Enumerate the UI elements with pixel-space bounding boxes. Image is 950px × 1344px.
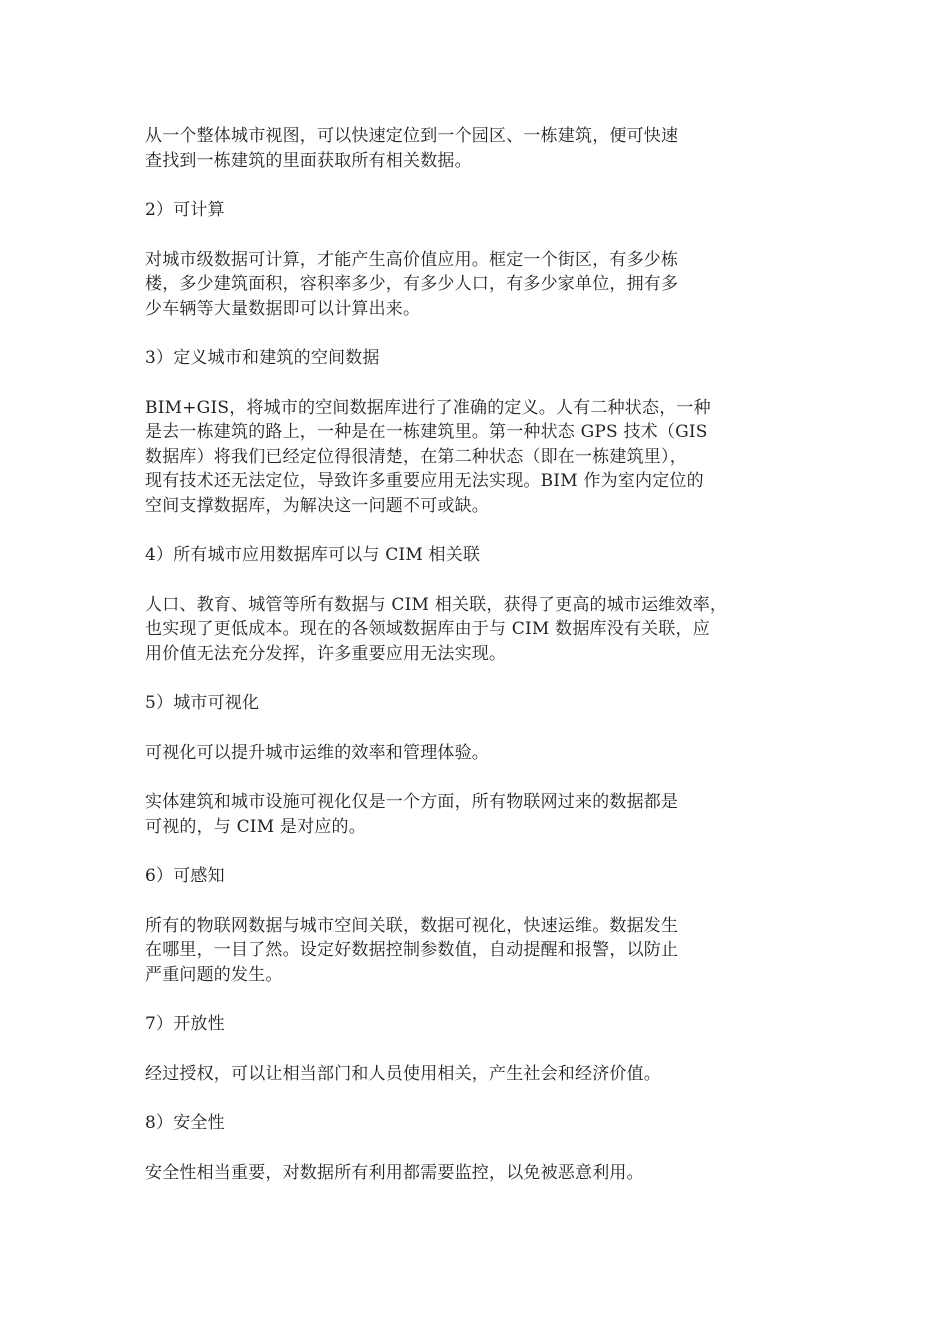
heading-text: 4）所有城市应用数据库可以与 CIM 相关联 (145, 545, 481, 565)
paragraph (145, 124, 805, 173)
document-body (145, 124, 805, 1210)
paragraph-line: 现有技术还无法定位，导致许多重要应用无法实现。BIM 作为室内定位的 (145, 471, 704, 491)
paragraph-line: 是去一栋建筑的路上，一种是在一栋建筑里。第一种状态 GPS 技术（GIS (145, 422, 708, 442)
section-heading (145, 1012, 805, 1037)
paragraph (145, 396, 805, 519)
paragraph-line: 经过授权，可以让相当部门和人员使用相关，产生社会和经济价值。 (145, 1063, 661, 1084)
paragraph-line: 从一个整体城市视图，可以快速定位到一个园区、一栋建筑，便可快速 (145, 126, 679, 146)
paragraph-line: 查找到一栋建筑的里面获取所有相关数据。 (145, 150, 472, 171)
paragraph (145, 1062, 805, 1087)
section-heading (145, 1111, 805, 1136)
paragraph (145, 914, 805, 988)
paragraph-line: 楼，多少建筑面积，容积率多少，有多少人口，有多少家单位，拥有多 (145, 274, 679, 294)
heading-text: 3）定义城市和建筑的空间数据 (145, 348, 380, 368)
heading-text: 5）城市可视化 (145, 693, 260, 713)
paragraph-line: 在哪里，一目了然。设定好数据控制参数值，自动提醒和报警，以防止 (145, 940, 679, 960)
paragraph (145, 741, 805, 766)
section-heading (145, 198, 805, 223)
heading-text: 8）安全性 (145, 1113, 225, 1133)
paragraph (145, 1161, 805, 1186)
paragraph-line: 可视的，与 CIM 是对应的。 (145, 816, 366, 837)
heading-text: 6）可感知 (145, 866, 225, 886)
paragraph-line: 用价值无法充分发挥，许多重要应用无法实现。 (145, 643, 507, 664)
paragraph-line: 少车辆等大量数据即可以计算出来。 (145, 298, 421, 319)
paragraph-line: 数据库）将我们已经定位得很清楚，在第二种状态（即在一栋建筑里）， (145, 446, 687, 467)
section-heading (145, 691, 805, 716)
section-heading (145, 864, 805, 889)
paragraph-line: BIM+GIS，将城市的空间数据库进行了准确的定义。人有二种状态，一种 (145, 397, 711, 418)
paragraph (145, 248, 805, 322)
paragraph-line: 所有的物联网数据与城市空间关联，数据可视化，快速运维。数据发生 (145, 915, 679, 936)
heading-text: 2）可计算 (145, 200, 225, 220)
paragraph-line: 严重问题的发生。 (145, 964, 283, 985)
paragraph-line: 实体建筑和城市设施可视化仅是一个方面，所有物联网过来的数据都是 (145, 792, 679, 812)
paragraph-line: 对城市级数据可计算，才能产生高价值应用。框定一个街区，有多少栋 (145, 249, 679, 270)
paragraph-line: 空间支撑数据库，为解决这一问题不可或缺。 (145, 495, 489, 516)
paragraph-line: 可视化可以提升城市运维的效率和管理体验。 (145, 742, 489, 763)
paragraph (145, 593, 805, 667)
paragraph-line: 安全性相当重要，对数据所有利用都需要监控，以免被恶意利用。 (145, 1162, 644, 1183)
paragraph-line: 也实现了更低成本。现在的各领域数据库由于与 CIM 数据库没有关联，应 (145, 619, 710, 639)
section-heading (145, 346, 805, 371)
paragraph (145, 790, 805, 839)
heading-text: 7）开放性 (145, 1014, 225, 1034)
paragraph-line: 人口、教育、城管等所有数据与 CIM 相关联，获得了更高的城市运维效率， (145, 594, 728, 615)
section-heading (145, 543, 805, 568)
